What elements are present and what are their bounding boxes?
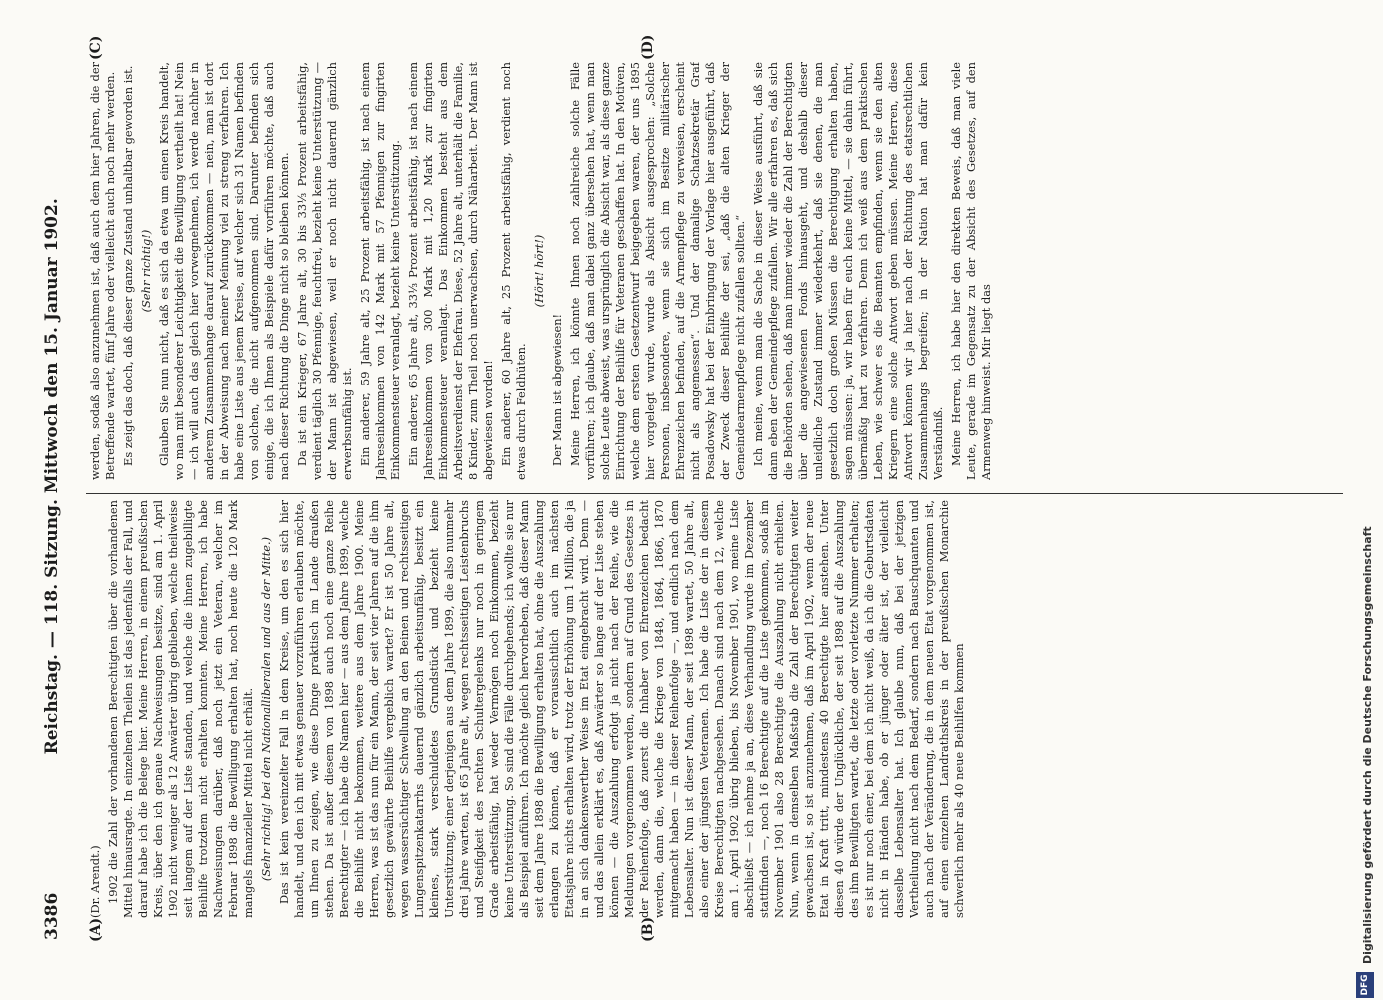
paragraph: Ein anderer, 60 Jahre alt, 25 Prozent arbeitsfähig, verdient noch etwas durch Feldhüten.	[499, 62, 528, 480]
column-divider	[86, 493, 1343, 494]
margin-marker-d: (D)	[640, 34, 656, 60]
running-title: Reichstag. — 118. Sitzung. Mittwoch den 15. Januar 1902.	[42, 198, 62, 755]
dfg-logo: DFG	[1356, 972, 1374, 998]
left-text-column	[88, 500, 1343, 918]
paragraph: Glauben Sie nun nicht, daß es sich da etwa um einen Kreis handelt, wo man mit besonderer Leichtigkeit die Bewilligung vertheilt hat! Nein — ich will auch das gleich hier vorwegnehmen, ich werde nachher in anderem Zusammenhange darauf zurückkommen — nein, man ist dort in der Abweisung nach meiner Meinung viel zu streng verfahren. Ich habe eine Liste aus jenem Kreise, auf welcher sich 31 Namen befinden von solchen, die nicht aufgenommen sind. Darunter befinden sich einige, die ich Ihnen als Beispiele dafür vorführen möchte, daß auch nach dieser Richtung die Dinge nicht so bleiben können.	[157, 62, 291, 480]
page-number: 3386	[42, 892, 62, 940]
paragraph: Der Mann ist abgewiesen!	[550, 313, 564, 466]
paragraph: (Sehr richtig!)	[139, 229, 153, 313]
paragraph: Ein anderer, 65 Jahre alt, 33⅓ Prozent arbeitsfähig, ist nach einem Jahreseinkommen von 300 Mark mit 1,20 Mark zur fingirten Einkommensteuer veranlagt. Das Einkommen besteht aus dem Arbeitsverdienst der Ehefrau. Diese, 52 Jahre alt, unterhält die Familie, 8 Kinder, zum Theil noch unerwachsen, durch Näharbeit. Der Mann ist abgewiesen worden!	[406, 62, 495, 480]
paragraph: Das ist kein vereinzelter Fall in dem Kreise, um den es sich hier handelt, und den ich mit etwas genauer vorzuführen erlauben möchte, um Ihnen zu zeigen, wie diese Dinge praktisch im Lande draußen stehen. Da ist außer diesem von 1898 auch noch eine ganze Reihe Berechtigter — ich habe die Namen hier — aus dem Jahre 1899, welche die Beihilfe nicht bekommen, weitere aus dem Jahre 1900. Meine Herren, was ist das nun für ein Mann, der seit vier Jahren auf die ihm gesetzlich gewährte Beihilfe vergeblich wartet? Er ist 50 Jahre alt, wegen wassersüchtiger Schwellung an den Beinen und rechtsseitigen Lungenspitzenkatarrhs dauernd gänzlich arbeitsunfähig, besitzt ein kleines, stark verschuldetes Grundstück und bezieht keine Unterstützung; einer derjenigen aus dem Jahre 1899, die also nunmehr drei Jahre warten, ist 65 Jahre alt, wegen rechtsseitigen Leistenbruchs und Steifigkeit des rechten Schultergelenks nur noch in geringem Grade arbeitsfähig, hat weder Vermögen noch Einkommen, bezieht keine Unterstützung. So sind die Fälle durchgehends; ich wollte sie nur als Beispiel anführen. Ich möchte gleich hervorheben, daß dieser Mann seit dem Jahre 1898 die Bewilligung erhalten hat, ohne die Auszahlung erlangen zu können, daß er voraussichtlich auch im nächsten Etatsjahre nichts erhalten wird, trotz der Erhöhung um 1 Million, die ja in an sich dankenswerther Weise im Etat eingebracht wird. Denn — und das allein erklärt es, daß Anwärter so lange auf der Liste stehen können — die Auszahlung erfolgt ja nicht nach der Reihe, wie die Meldungen vorgenommen werden, sondern auf Grund des Gesetzes in der Reihenfolge, daß zuerst die Inhaber von Ehrenzeichen bedacht werden, dann die, welche die Kriege von 1848, 1864, 1866, 1870 mitgemacht haben — in dieser Reihenfolge —, und endlich nach dem Lebensalter. Nun ist dieser Mann, der seit 1898 wartet, 50 Jahre alt, also einer der jüngsten Veteranen. Ich habe die Liste der in diesem Kreise Berechtigten nachgesehen. Danach sind nach dem 12, welche am 1. April 1902 übrig blieben, bis November 1901, wo meine Liste abschließt — ich nehme ja an, diese Verhandlung wurde im Dezember stattfinden —, noch 16 Berechtigte auf die Liste gekommen, sodaß im November 1901 also 28 Berechtigte die Auszahlung nicht erhielten. Nun, wenn in demselben Maßstab die Zahl der Berechtigten weiter gewachsen ist, so ist anzunehmen, daß im April 1902, wenn der neue Etat in Kraft tritt, mindestens 40 Berechtigte hier anstehen. Unter diesen 40 würde der Unglückliche, der seit 1898 auf die Auszahlung des ihm Bewilligten wartet, die letzte oder vorletzte Nummer erhalten; es ist nur noch einer, bei dem ich nicht weiß, da ich die Geburtsdaten nicht in Händen habe, ob er jünger oder älter ist, der vielleicht dasselbe Lebensalter hat. Ich glaube nun, daß bei der jetzigen Vertheilung nicht nach dem Bedarf, sondern nach Bauschquanten und auch nach der Veränderung, die in dem neuen Etat vorgenommen ist, auf einen einzelnen Landrathskreis in der preußischen Monarchie schwerlich mehr als 40 neue Beihilfen kommen	[277, 500, 966, 918]
paragraph: (Dr. Arendt.)	[88, 845, 102, 918]
margin-marker-c: (C)	[88, 35, 104, 60]
digitization-credit: Digitalisierung gefördert durch die Deutsche Forschungsgemeinschaft	[1360, 526, 1374, 964]
paragraph: 1902 die Zahl der vorhandenen Berechtigten über die vorhandenen Mittel hinausragte. In einzelnen Theilen ist das jedenfalls der Fall, und darauf habe ich die Belege hier. Meine Herren, in einem preußischen Kreis, über den ich genaue Nachweisungen besitze, sind am 1. April 1902 nicht weniger als 12 Anwärter übrig geblieben, welche theilweise seit langem auf der Liste standen, und welche die ihnen zugebilligte Beihilfe trotzdem nicht erhalten konnten. Meine Herren, ich habe Nachweisungen darüber, daß noch jetzt ein Veteran, welcher im Februar 1898 die Bewilligung erhalten hat, noch heute die 120 Mark mangels finanzieller Mittel nicht erhält.	[106, 500, 255, 918]
paragraph: Ich meine, wenn man die Sache in dieser Weise ausführt, daß sie dann eben der Gemeindepflege zufallen. Wir alle erfahren es, daß sich die Behörden sehen, daß man immer wieder die Zahl der Berechtigten über die angewiesenen Fonds hinausgeht, und deshalb dieser unleidliche Zustand immer wiederkehrt, daß sie denen, die man gesetzlich doch großen Müssen die Berechtigung erhalten haben, sagen müssen: ja, wir haben für euch keine Mittel, — sie dahin führt, übermäßig hart zu verfahren. Denn ich weiß aus dem praktischen Leben, wie schwer es die Beamten empfinden, wenn sie den alten Kriegern eine solche Antwort geben müssen. Meine Herren, diese Antwort können wir ja hier nach der Richtung des etatsrechtlichen Zusammenhangs begreifen; in der Nation hat man dafür kein Verständniß.	[751, 62, 945, 480]
paragraph: werden, sodaß also anzunehmen ist, daß auch dem hier Jahren, die der Betreffende wartet, fünf Jahre oder vielleicht auch noch mehr werden.	[88, 62, 117, 480]
margin-marker-b: (B)	[640, 916, 656, 942]
paragraph: (Hört! hört!)	[532, 234, 546, 308]
page-header	[42, 60, 72, 940]
paragraph: Meine Herren, ich könnte Ihnen noch zahlreiche solche Fälle vorführen; ich glaube, daß man dabei ganz übersehen hat, wenn man solche Leute abweist, was ursprünglich die Absicht war, als diese ganze Einrichtung der Beihilfe für Veteranen geschaffen hat. In den Motiven, welche dem ersten Gesetzentwurf beigegeben waren, der uns 1895 hier vorgelegt wurde, wurde als Absicht ausgesprochen: „Solche Personen, insbesondere, wenn sie sich im Besitze militärischer Ehrenzeichen befinden, auf die Armenpflege zu verweisen, erscheint nicht als angemessen“. Und der damalige Schatzsekretär Graf Posadowsky hat bei der Einbringung der Vorlage hier ausgeführt, daß der Zweck dieser Beihilfe der sei, „daß die alten Krieger der Gemeindearmenpflege nicht zufallen sollten.“	[568, 62, 747, 480]
paragraph: Da ist ein Krieger, 67 Jahre alt, 30 bis 33⅓ Prozent arbeitsfähig, verdient täglich 30 Pfennige, feuchtfrei, bezieht keine Unterstützung — der Mann ist abgewiesen, weil er noch nicht dauernd gänzlich erwerbsunfähig ist.	[295, 62, 354, 480]
paragraph: Ein anderer, 59 Jahre alt, 25 Prozent arbeitsfähig, ist nach einem Jahreseinkommen von 142 Mark mit 57 Pfennigen zur fingirten Einkommensteuer veranlagt, bezieht keine Unterstützung.	[358, 62, 402, 480]
paragraph: (Sehr richtig! bei den Nationalliberalen und aus der Mitte.)	[259, 536, 273, 882]
paragraph: Meine Herren, ich habe hier den direkten Beweis, daß man viele Leute, gerade im Gegensatz zu der Absicht des Gesetzes, auf den Armenweg hinweist. Mir liegt das	[949, 62, 993, 480]
margin-marker-a: (A)	[88, 917, 104, 942]
paragraph: Es zeigt das doch, daß dieser ganze Zustand unhaltbar geworden ist.	[121, 65, 135, 466]
right-text-column	[88, 62, 1343, 480]
